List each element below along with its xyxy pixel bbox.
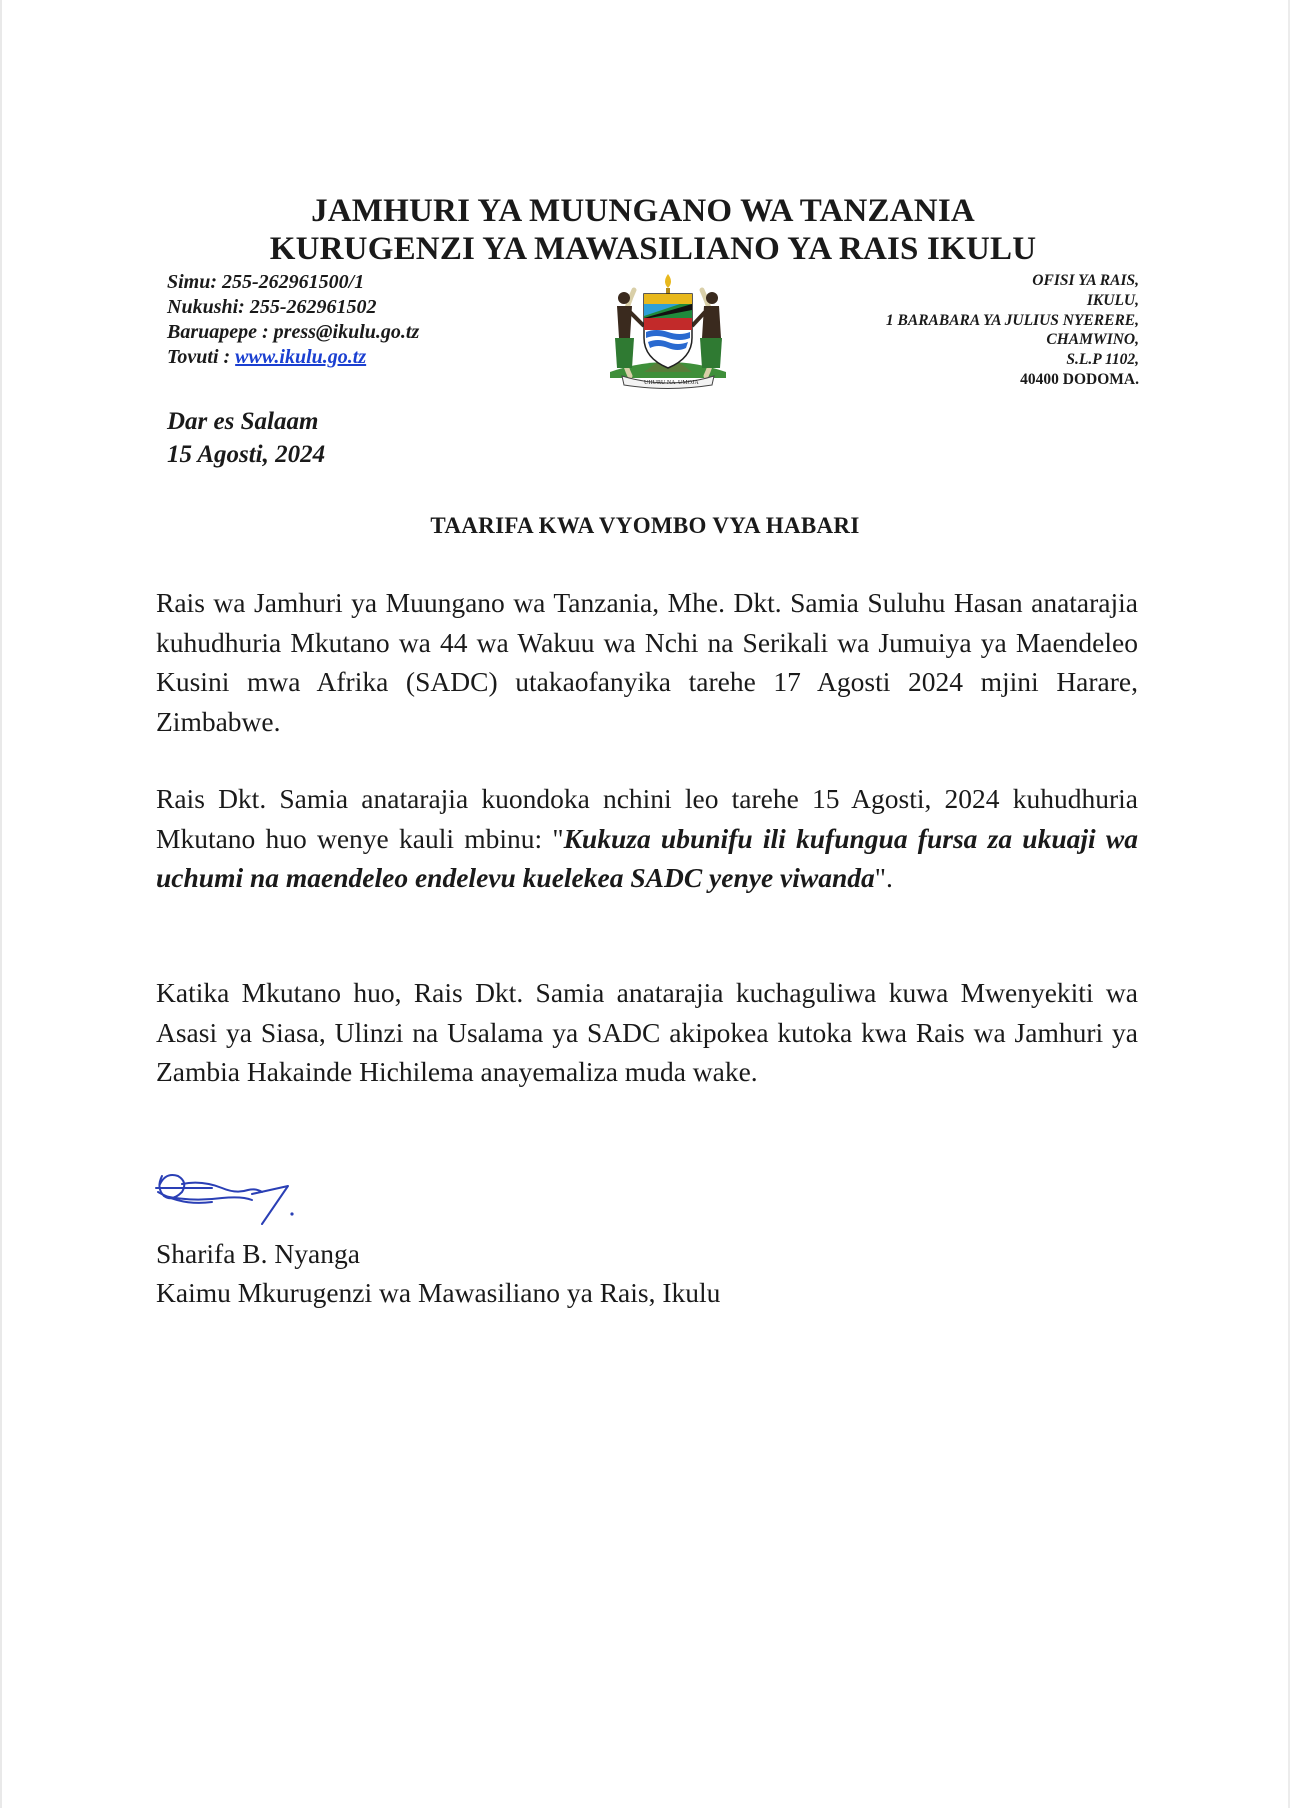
paragraph-2-intro: Rais Dkt. Samia anatarajia kuondoka nchini leo tarehe 15 Agosti, 2024 kuhudhuria Mkutano huo wenye kauli mbinu: ": [156, 783, 1138, 854]
paragraph-3: Katika Mkutano huo, Rais Dkt. Samia anatarajia kuchaguliwa kuwa Mwenyekiti wa Asasi ya Siasa, Ulinzi na Usalama ya SADC akipokea kutoka kwa Rais wa Jamhuri ya Zambia Hakainde Hichilema anayemaliza muda wake.: [156, 977, 1138, 1087]
date: 15 Agosti, 2024: [167, 441, 326, 468]
signer-name: Sharifa B. Nyanga: [156, 1238, 360, 1269]
letterhead-title-line1: JAMHURI YA MUUNGANO WA TANZANIA: [311, 193, 975, 229]
place-date-block: [167, 405, 325, 471]
website-label: Tovuti :: [167, 346, 236, 368]
place: Dar es Salaam: [167, 408, 319, 435]
website-line: [167, 345, 419, 370]
address-line2: IKULU,: [1086, 291, 1139, 309]
paragraph-2-end: ".: [874, 862, 893, 893]
phone-number: Simu: 255-262961500/1: [167, 271, 365, 293]
contact-right-block: [886, 271, 1139, 390]
theme-quote: Kukuza ubunifu ili kufungua fursa za ukuaji wa uchumi na maendeleo endelevu kuelekea SADC yenye viwanda: [156, 822, 1138, 893]
signer-title: Kaimu Mkurugenzi wa Mawasiliano ya Rais, Ikulu: [156, 1277, 721, 1308]
address-line5: S.L.P 1102,: [1066, 351, 1139, 369]
signer-block: [156, 1234, 720, 1312]
emblem-motto-right: UMOJA: [678, 380, 699, 386]
coat-of-arms-icon: [600, 268, 736, 392]
email-address: Baruapepe : press@ikulu.go.tz: [167, 321, 420, 343]
paragraph-1: Rais wa Jamhuri ya Muungano wa Tanzania, Mhe. Dkt. Samia Suluhu Hasan anatarajia kuhudhuria Mkutano wa 44 wa Wakuu wa Nchi na Serikali wa Jumuiya ya Maendeleo Kusini mwa Afrika (SADC) utakaofanyika tarehe 17 Agosti 2024 mjini Harare, Zimbabwe.: [156, 587, 1138, 737]
press-release-heading: TAARIFA KWA VYOMBO VYA HABARI: [430, 513, 860, 538]
contact-left-block: [167, 270, 419, 370]
letterhead-title-line2: KURUGENZI YA MAWASILIANO YA RAIS IKULU: [269, 231, 1037, 267]
website-link[interactable]: www.ikulu.go.tz: [235, 346, 367, 368]
address-line4: CHAMWINO,: [1046, 331, 1139, 349]
page-edge-left: [0, 0, 2, 1808]
fax-number: Nukushi: 255-262961502: [167, 296, 377, 318]
address-line6: 40400 DODOMA.: [1020, 370, 1139, 388]
address-line1: OFISI YA RAIS,: [1032, 272, 1139, 289]
address-line3: 1 BARABARA YA JULIUS NYERERE,: [885, 311, 1139, 329]
emblem-motto-left: UHURU NA: [644, 380, 676, 386]
signature-icon: [152, 1162, 302, 1226]
paragraph-2: [156, 779, 1138, 898]
